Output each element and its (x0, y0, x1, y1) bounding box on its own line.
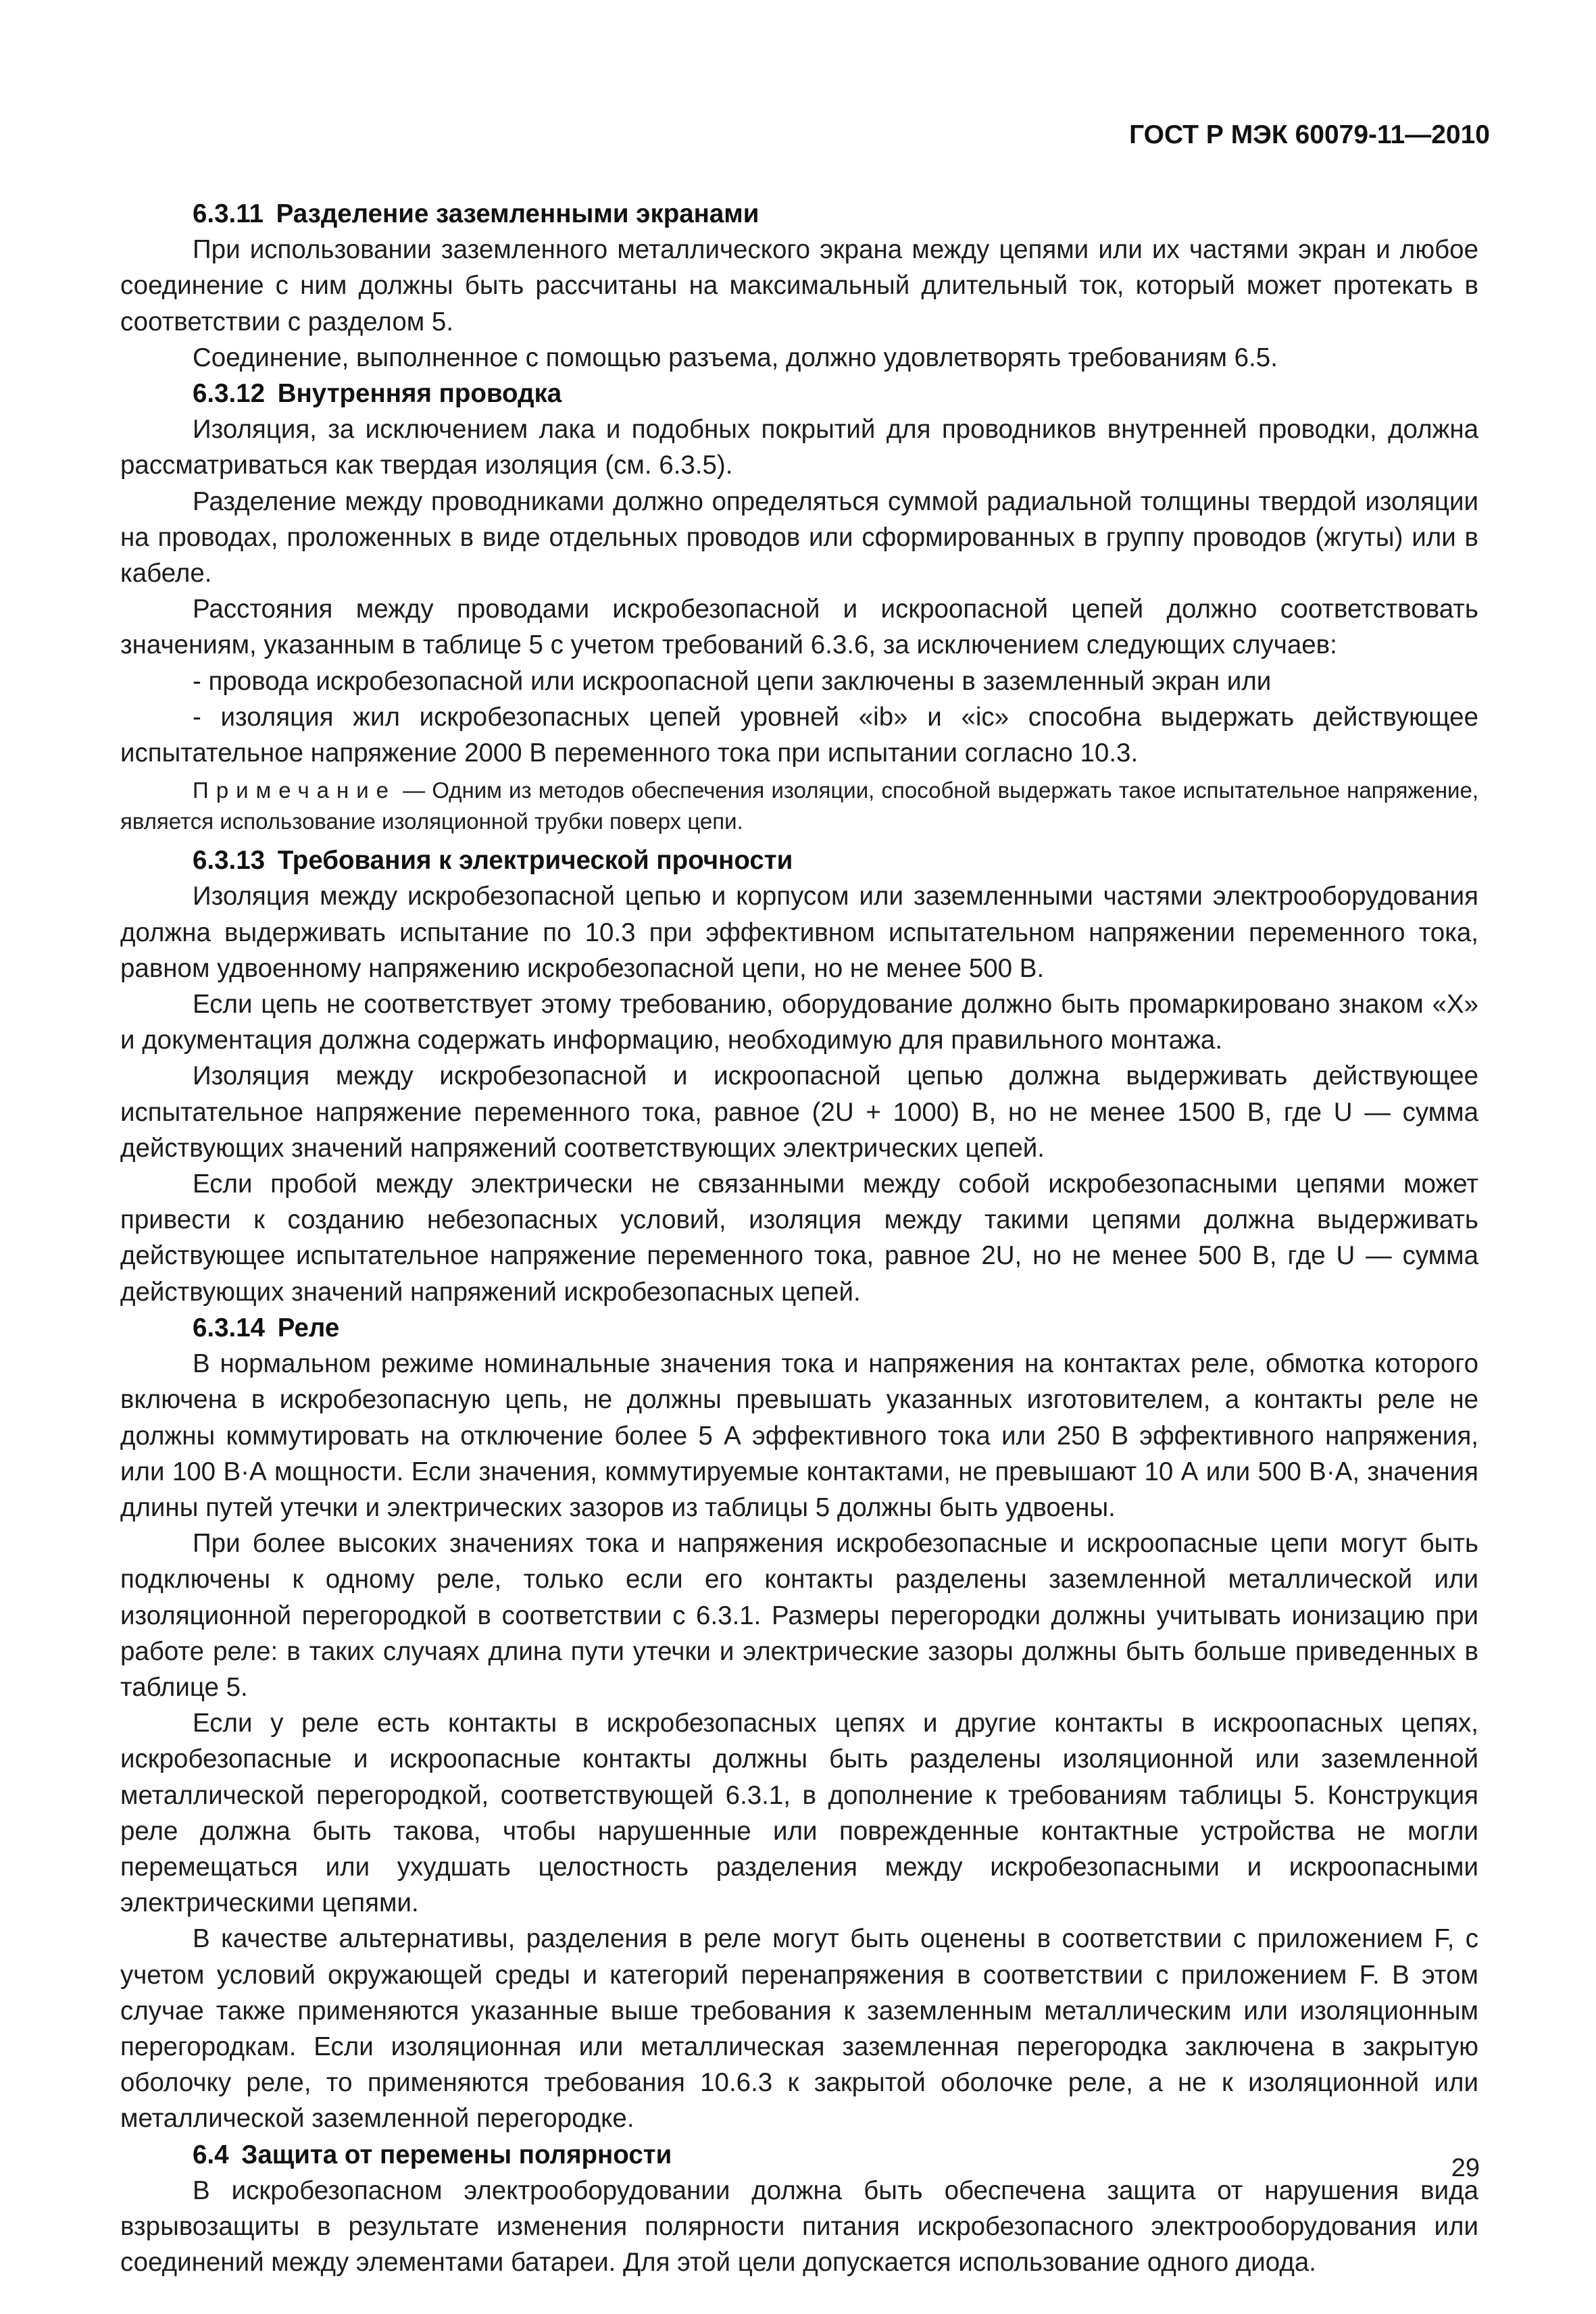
note-label: Примечание (193, 778, 397, 803)
paragraph: При более высоких значениях тока и напряжения искробезопасные и искроопасные цепи могут быть подключены к одному реле, только если его контакты разделены заземленной металлической или изоляционной перегородкой в соответствии с 6.3.1. Размеры перегородки должны учитывать ионизацию при работе реле: в таких случаях длина пути утечки и электрические зазоры должны быть больше приведенных в таблице 5. (120, 1529, 1478, 1702)
paragraph: При использовании заземленного металлического экрана между цепями или их частями экран и любое соединение с ним должны быть рассчитаны на максимальный длительный ток, который может протекать в соответствии с разделом 5. (120, 235, 1478, 336)
paragraph: Расстояния между проводами искробезопасной и искроопасной цепей должно соответствовать значениям, указанным в таблице 5 с учетом требований 6.3.6, за исключением следующих случаев: (120, 595, 1478, 660)
paragraph: Изоляция между искробезопасной цепью и корпусом или заземленными частями электрооборудования должна выдерживать испытание по 10.3 при эффективном испытательном напряжении переменного тока, равном удвоенному напряжению искробезопасной цепи, но не менее 500 В. (120, 882, 1478, 983)
section-heading: 6.4 Защита от перемены полярности (193, 2140, 672, 2169)
paragraph: Изоляция, за исключением лака и подобных покрытий для проводников внутренней проводки, должна рассматриваться как твердая изоляция (см. 6.3.5). (120, 415, 1478, 480)
paragraph: Разделение между проводниками должно определяться суммой радиальной толщины твердой изоляции на проводах, проложенных в виде отдельных проводов или сформированных в группу проводов (жгуты) или в кабеле. (120, 486, 1478, 588)
note (120, 775, 1478, 837)
section-heading: 6.3.12 Внутренняя проводка (193, 379, 562, 409)
note-text: — Одним из методов обеспечения изоляции, способной выдержать такое испытательное напряжение, является использование изоляционной трубки поверх цепи. (120, 778, 1478, 834)
list-item: - изоляция жил искробезопасных цепей уровней «ib» и «ic» способна выдержать действующее испытательное напряжение 2000 В переменного тока при испытании согласно 10.3. (120, 702, 1478, 768)
standard-header: ГОСТ Р МЭК 60079-11—2010 (1129, 120, 1490, 149)
section-heading: 6.3.14 Реле (193, 1313, 340, 1342)
paragraph: В качестве альтернативы, разделения в реле могут быть оценены в соответствии с приложением F, с учетом условий окружающей среды и категорий перенапряжения в соответствии с приложением F. В этом случае также применяются указанные выше требования к заземленным металлическим или изоляционным перегородкам. Если изоляционная или металлическая заземленная перегородка заключена в закрытую оболочку реле, то применяются требования 10.6.3 к закрытой оболочке реле, а не к изоляционной или металлической заземленной перегородке. (120, 1924, 1478, 2134)
section-heading: 6.3.13 Требования к электрической прочности (193, 846, 793, 876)
section-heading: 6.3.11 Разделение заземленными экранами (193, 199, 759, 228)
page-number: 29 (1451, 2154, 1480, 2182)
paragraph: Если цепь не соответствует этому требованию, оборудование должно быть промаркировано знаком «X» и документация должна содержать информацию, необходимую для правильного монтажа. (120, 990, 1478, 1055)
paragraph: В нормальном режиме номинальные значения тока и напряжения на контактах реле, обмотка которого включена в искробезопасную цепь, не должны превышать указанных изготовителем, а контакты реле не должны коммутировать на отключение более 5 А эффективного тока или 250 В эффективного напряжения, или 100 В·А мощности. Если значения, коммутируемые контактами, не превышают 10 А или 500 В·А, значения длины путей утечки и электрических зазоров из таблицы 5 должны быть удвоены. (120, 1349, 1478, 1522)
paragraph: Если у реле есть контакты в искробезопасных цепях и другие контакты в искроопасных цепях, искробезопасные и искроопасные контакты должны быть разделены изоляционной или заземленной металлической перегородкой, соответствующей 6.3.1, в дополнение к требованиям таблицы 5. Конструкция реле должна быть такова, чтобы нарушенные или поврежденные контактные устройства не могли перемещаться или ухудшать целостность разделения между искробезопасными и искроопасными электрическими цепями. (120, 1709, 1478, 1918)
document-body (120, 196, 1478, 2280)
list-item: - провода искробезопасной или искроопасной цепи заключены в заземленный экран или (193, 666, 1272, 696)
paragraph: Если пробой между электрически не связанными между собой искробезопасными цепями может привести к созданию небезопасных условий, изоляция между такими цепями должна выдерживать действующее испытательное напряжение переменного тока, равное 2U, но не менее 500 В, где U — сумма действующих значений напряжений искробезопасных цепей. (120, 1169, 1478, 1307)
paragraph: В искробезопасном электрооборудовании должна быть обеспечена защита от нарушения вида взрывозащиты в результате изменения полярности питания искробезопасного электрооборудования или соединений между элементами батареи. Для этой цели допускается использование одного диода. (120, 2175, 1478, 2278)
paragraph: Соединение, выполненное с помощью разъема, должно удовлетворять требованиям 6.5. (193, 343, 1278, 372)
paragraph: Изоляция между искробезопасной и искроопасной цепью должна выдерживать действующее испытательное напряжение переменного тока, равное (2U + 1000) В, но не менее 1500 В, где U — сумма действующих значений напряжений соответствующих электрических цепей. (120, 1061, 1478, 1163)
